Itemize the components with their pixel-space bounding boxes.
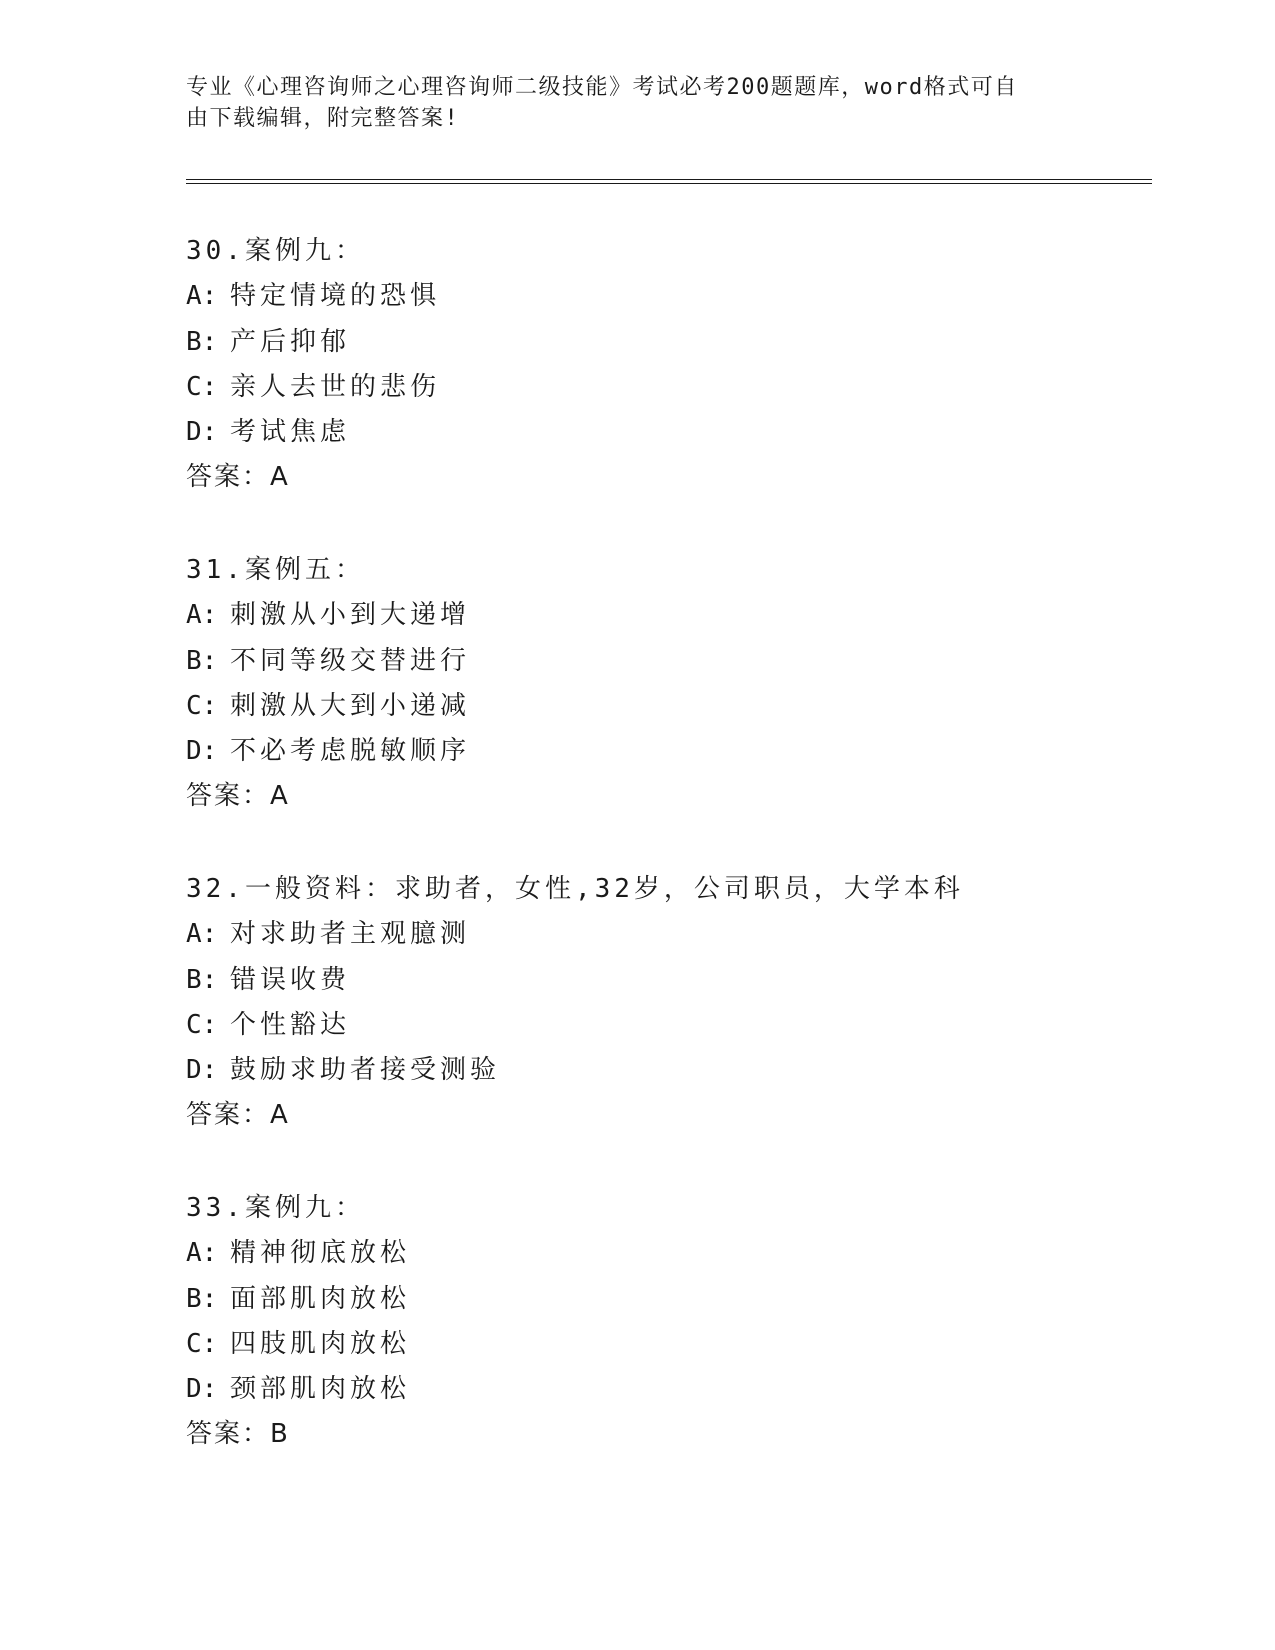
option-label: C: bbox=[186, 1009, 218, 1040]
option-text: 考试焦虑 bbox=[230, 417, 351, 448]
question-title: 31.案例五： bbox=[186, 555, 365, 585]
question-32 bbox=[186, 867, 1146, 1139]
option-d bbox=[186, 729, 1146, 774]
option-c bbox=[186, 1003, 1146, 1048]
answer: 答案：B bbox=[186, 1419, 290, 1450]
option-c bbox=[186, 365, 1146, 410]
option-text: 个性豁达 bbox=[230, 1009, 351, 1040]
option-label: D: bbox=[186, 417, 218, 448]
option-b bbox=[186, 320, 1146, 365]
option-a bbox=[186, 593, 1146, 638]
answer: 答案：A bbox=[186, 1100, 290, 1131]
question-31 bbox=[186, 548, 1146, 820]
header-rule-bottom bbox=[186, 183, 1152, 184]
option-text: 对求助者主观臆测 bbox=[230, 919, 471, 950]
document-header bbox=[186, 72, 1066, 134]
question-33 bbox=[186, 1186, 1146, 1458]
header-rule-top bbox=[186, 179, 1152, 180]
option-label: A: bbox=[186, 919, 218, 950]
option-label: D: bbox=[186, 1055, 218, 1086]
option-a bbox=[186, 274, 1146, 319]
option-label: D: bbox=[186, 736, 218, 767]
question-title: 32.一般资料：求助者，女性,32岁，公司职员，大学本科 bbox=[186, 874, 964, 904]
option-text: 不必考虑脱敏顺序 bbox=[230, 736, 471, 767]
option-label: B: bbox=[186, 1283, 218, 1314]
option-label: A: bbox=[186, 600, 218, 631]
option-b bbox=[186, 639, 1146, 684]
option-label: C: bbox=[186, 371, 218, 402]
option-text: 精神彻底放松 bbox=[230, 1238, 411, 1269]
option-text: 刺激从小到大递增 bbox=[230, 600, 471, 631]
option-c bbox=[186, 684, 1146, 729]
option-d bbox=[186, 1048, 1146, 1093]
option-a bbox=[186, 1231, 1146, 1276]
question-30 bbox=[186, 229, 1146, 501]
option-label: B: bbox=[186, 645, 218, 676]
option-d bbox=[186, 410, 1146, 455]
option-label: B: bbox=[186, 964, 218, 995]
option-text: 产后抑郁 bbox=[230, 326, 351, 357]
option-text: 不同等级交替进行 bbox=[230, 645, 471, 676]
option-label: D: bbox=[186, 1374, 218, 1405]
answer: 答案：A bbox=[186, 781, 290, 812]
option-text: 错误收费 bbox=[230, 964, 351, 995]
option-text: 刺激从大到小递减 bbox=[230, 690, 471, 721]
header-line-2: 由下载编辑，附完整答案! bbox=[186, 106, 460, 131]
option-label: A: bbox=[186, 281, 218, 312]
option-label: C: bbox=[186, 1328, 218, 1359]
option-b bbox=[186, 1277, 1146, 1322]
option-text: 鼓励求助者接受测验 bbox=[230, 1055, 501, 1086]
option-d bbox=[186, 1367, 1146, 1412]
question-title: 30.案例九： bbox=[186, 236, 365, 266]
option-c bbox=[186, 1322, 1146, 1367]
option-label: A: bbox=[186, 1238, 218, 1269]
option-text: 亲人去世的悲伤 bbox=[230, 371, 441, 402]
option-text: 四肢肌肉放松 bbox=[230, 1328, 411, 1359]
option-label: B: bbox=[186, 326, 218, 357]
question-title: 33.案例九： bbox=[186, 1193, 365, 1223]
header-line-1: 专业《心理咨询师之心理咨询师二级技能》考试必考200题题库，word格式可自 bbox=[186, 75, 1018, 100]
answer: 答案：A bbox=[186, 462, 290, 493]
option-text: 特定情境的恐惧 bbox=[230, 281, 441, 312]
option-a bbox=[186, 912, 1146, 957]
option-text: 面部肌肉放松 bbox=[230, 1283, 411, 1314]
option-label: C: bbox=[186, 690, 218, 721]
option-text: 颈部肌肉放松 bbox=[230, 1374, 411, 1405]
option-b bbox=[186, 958, 1146, 1003]
